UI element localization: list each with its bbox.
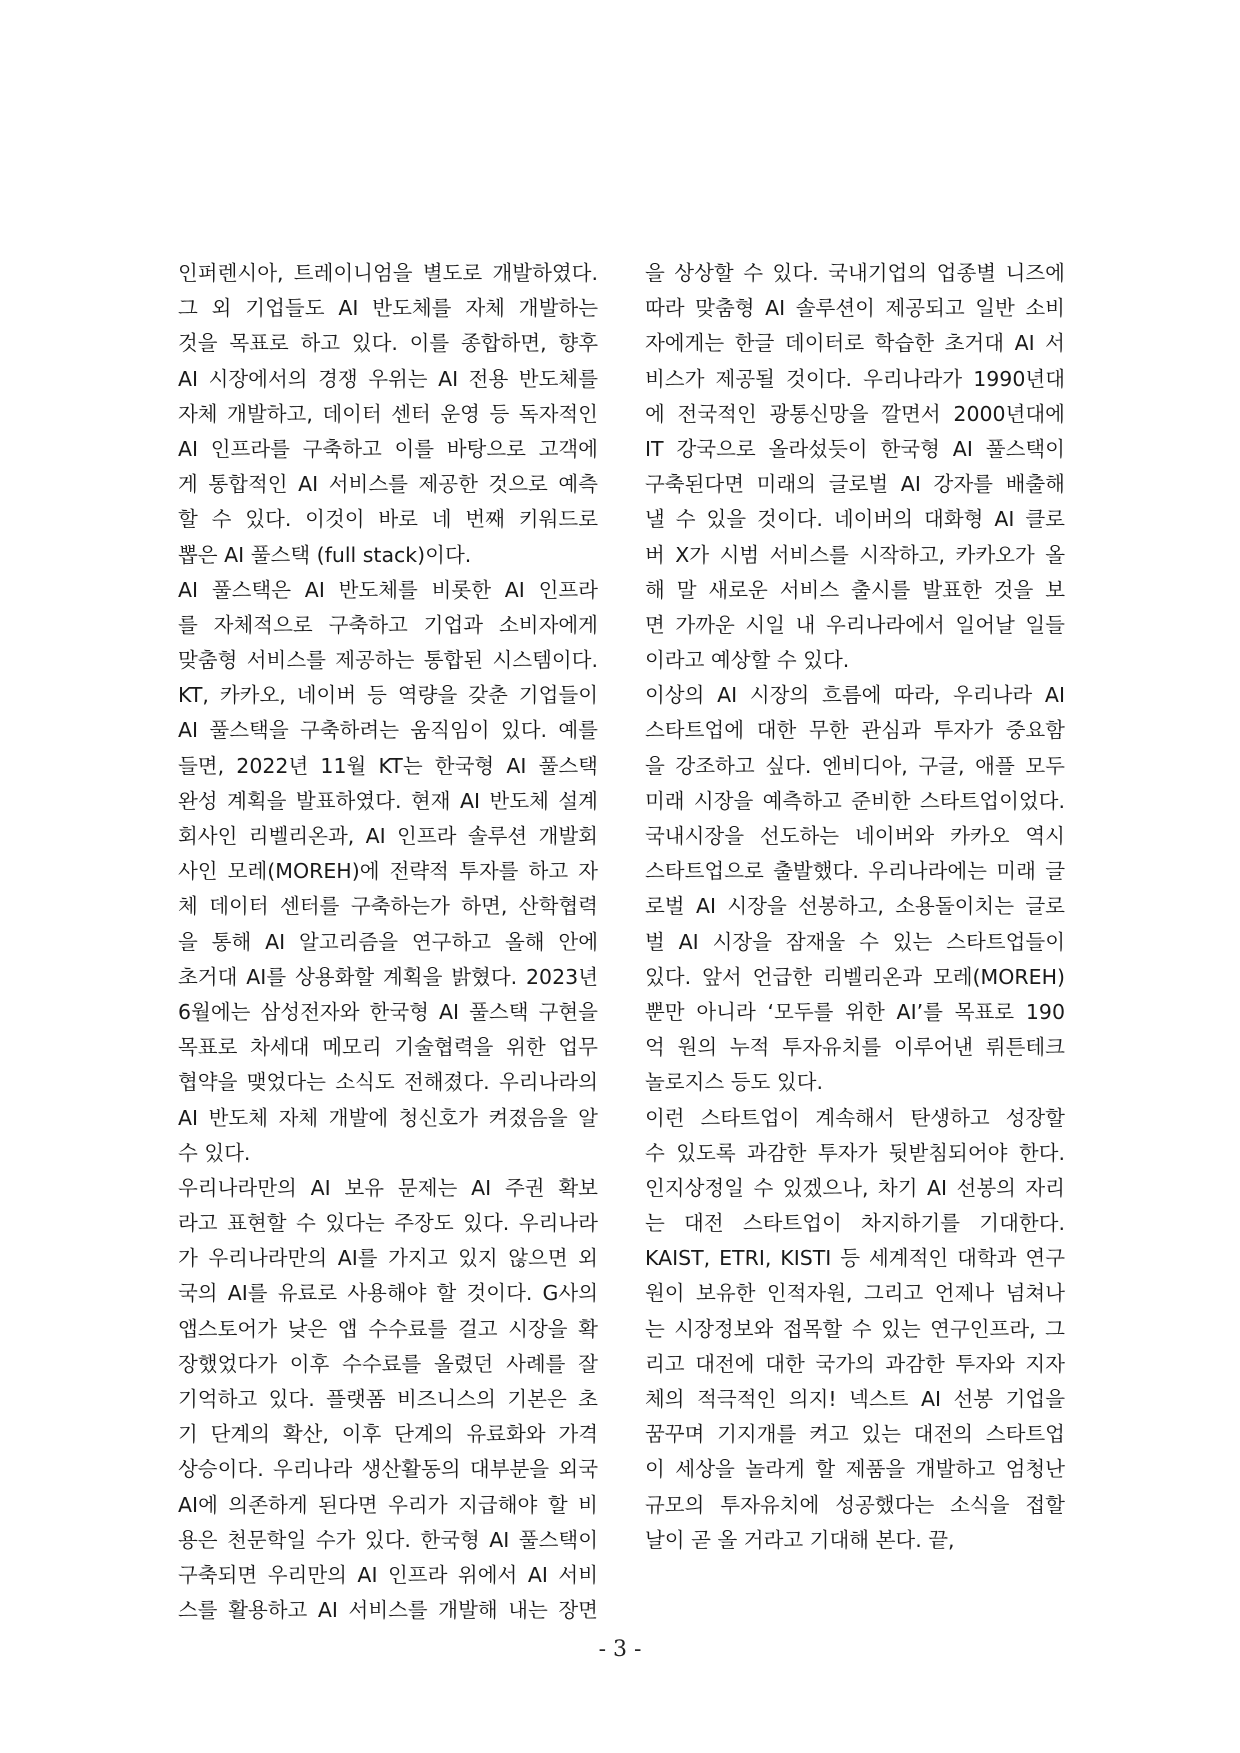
text-line: 회사인 리벨리온과, AI 인프라 솔루션 개발회 [178, 824, 598, 848]
text-line: 장했었다가 이후 수수료를 올렸던 사례를 잘 [178, 1351, 598, 1376]
text-line: 스타트업으로 출발했다. 우리나라에는 미래 글 [645, 859, 1065, 884]
text-line: 수 있다. [178, 1140, 251, 1165]
left-text-column [178, 256, 598, 1628]
text-line: 뿐만 아니라 ‘모두를 위한 AI’를 목표로 190 [645, 999, 1065, 1024]
text-line: 리고 대전에 대한 국가의 과감한 투자와 지자 [645, 1351, 1065, 1376]
text-line: 할 수 있다. 이것이 바로 네 번째 키워드로 [178, 507, 598, 532]
text-line: 자에게는 한글 데이터로 학습한 초거대 AI 서 [645, 331, 1065, 356]
text-line: 스를 활용하고 AI 서비스를 개발해 내는 장면 [178, 1598, 598, 1623]
text-line: 뽑은 AI 풀스택 (full stack)이다. [178, 542, 472, 567]
text-line: 날이 곧 올 거라고 기대해 본다. 끝, [645, 1527, 955, 1552]
text-line: 국의 AI를 유료로 사용해야 할 것이다. G사의 [178, 1281, 598, 1306]
text-line: 스타트업에 대한 무한 관심과 투자가 중요함 [645, 718, 1065, 743]
text-line: 체 데이터 센터를 구축하는가 하면, 산학협력 [178, 894, 598, 919]
text-line: 이런 스타트업이 계속해서 탄생하고 성장할 [645, 1105, 1065, 1130]
text-line: KT, 카카오, 네이버 등 역량을 갖춘 기업들이 [178, 683, 598, 708]
text-line: 버 X가 시범 서비스를 시작하고, 카카오가 올 [645, 542, 1065, 567]
text-line: AI 시장에서의 경쟁 우위는 AI 전용 반도체를 [178, 366, 598, 391]
text-line: 을 강조하고 싶다. 엔비디아, 구글, 애플 모두 [645, 753, 1065, 778]
text-line: KAIST, ETRI, KISTI 등 세계적인 대학과 연구 [645, 1246, 1065, 1271]
text-line: 해 말 새로운 서비스 출시를 발표한 것을 보 [645, 577, 1065, 602]
right-text-column [645, 256, 1065, 1558]
text-line: 완성 계획을 발표하였다. 현재 AI 반도체 설계 [178, 788, 598, 813]
text-line: 비스가 제공될 것이다. 우리나라가 1990년대 [645, 366, 1065, 391]
text-line: 우리나라만의 AI 보유 문제는 AI 주권 확보 [178, 1175, 598, 1200]
text-line: 초거대 AI를 상용화할 계획을 밝혔다. 2023년 [178, 964, 598, 989]
text-line: AI 반도체 자체 개발에 청신호가 켜졌음을 알 [178, 1105, 598, 1130]
text-line: 있다. 앞서 언급한 리벨리온과 모레(MOREH) [645, 964, 1065, 989]
text-line: 놀로지스 등도 있다. [645, 1070, 823, 1095]
text-line: 기 단계의 확산, 이후 단계의 유료화와 가격 [178, 1422, 598, 1447]
text-line: 목표로 차세대 메모리 기술협력을 위한 업무 [178, 1035, 598, 1060]
text-line: 규모의 투자유치에 성공했다는 소식을 접할 [645, 1492, 1065, 1517]
text-line: 따라 맞춤형 AI 솔루션이 제공되고 일반 소비 [645, 296, 1065, 321]
text-line: 라고 표현할 수 있다는 주장도 있다. 우리나라 [178, 1211, 598, 1236]
text-line: 상승이다. 우리나라 생산활동의 대부분을 외국 [178, 1457, 598, 1482]
text-line: 게 통합적인 AI 서비스를 제공한 것으로 예측 [178, 472, 598, 497]
text-line: 자체 개발하고, 데이터 센터 운영 등 독자적인 [178, 401, 598, 426]
text-line: 는 대전 스타트업이 차지하기를 기대한다. [645, 1211, 1065, 1236]
text-line: 사인 모레(MOREH)에 전략적 투자를 하고 자 [178, 859, 598, 884]
text-line: 을 상상할 수 있다. 국내기업의 업종별 니즈에 [645, 261, 1065, 285]
text-line: 원이 보유한 인적자원, 그리고 언제나 넘쳐나 [645, 1281, 1065, 1306]
text-line: 이상의 AI 시장의 흐름에 따라, 우리나라 AI [645, 683, 1065, 708]
text-line: 는 시장정보와 접목할 수 있는 연구인프라, 그 [645, 1316, 1065, 1341]
text-line: 구축되면 우리만의 AI 인프라 위에서 AI 서비 [178, 1562, 598, 1587]
text-line: IT 강국으로 올라섰듯이 한국형 AI 풀스택이 [645, 436, 1065, 461]
text-line: 낼 수 있을 것이다. 네이버의 대화형 AI 클로 [645, 507, 1065, 532]
text-line: 벌 AI 시장을 잠재울 수 있는 스타트업들이 [645, 929, 1065, 954]
text-line: 미래 시장을 예측하고 준비한 스타트업이었다. [645, 788, 1065, 813]
text-line: 것을 목표로 하고 있다. 이를 종합하면, 향후 [178, 331, 598, 356]
text-line: 이라고 예상할 수 있다. [645, 648, 850, 673]
text-line: AI 풀스택을 구축하려는 움직임이 있다. 예를 [178, 718, 598, 743]
text-line: 면 가까운 시일 내 우리나라에서 일어날 일들 [645, 612, 1065, 637]
text-line: 6월에는 삼성전자와 한국형 AI 풀스택 구현을 [178, 999, 598, 1024]
text-line: 수 있도록 과감한 투자가 뒷받침되어야 한다. [645, 1140, 1065, 1165]
page-number: - 3 - [598, 1637, 642, 1662]
text-line: AI 인프라를 구축하고 이를 바탕으로 고객에 [178, 436, 598, 461]
text-line: 억 원의 누적 투자유치를 이루어낸 뤼튼테크 [645, 1035, 1065, 1060]
text-line: 가 우리나라만의 AI를 가지고 있지 않으면 외 [178, 1246, 598, 1271]
text-line: 로벌 AI 시장을 선봉하고, 소용돌이치는 글로 [645, 894, 1065, 919]
text-line: AI에 의존하게 된다면 우리가 지급해야 할 비 [178, 1492, 598, 1517]
text-line: 맞춤형 서비스를 제공하는 통합된 시스템이다. [178, 648, 598, 673]
text-line: 를 자체적으로 구축하고 기업과 소비자에게 [178, 612, 598, 637]
text-line: 국내시장을 선도하는 네이버와 카카오 역시 [645, 824, 1065, 848]
text-line: 이 세상을 놀라게 할 제품을 개발하고 엄청난 [645, 1457, 1065, 1482]
text-line: 앱스토어가 낮은 앱 수수료를 걸고 시장을 확 [178, 1316, 598, 1341]
text-line: 에 전국적인 광통신망을 깔면서 2000년대에 [645, 401, 1065, 426]
text-line: 을 통해 AI 알고리즘을 연구하고 올해 안에 [178, 929, 598, 954]
text-line: 체의 적극적인 의지! 넥스트 AI 선봉 기업을 [645, 1387, 1065, 1411]
text-line: 용은 천문학일 수가 있다. 한국형 AI 풀스택이 [178, 1527, 598, 1552]
text-line: 기억하고 있다. 플랫폼 비즈니스의 기본은 초 [178, 1387, 598, 1411]
text-line: 구축된다면 미래의 글로벌 AI 강자를 배출해 [645, 472, 1065, 497]
text-line: 인지상정일 수 있겠으나, 차기 AI 선봉의 자리 [645, 1175, 1065, 1200]
text-line: 그 외 기업들도 AI 반도체를 자체 개발하는 [178, 296, 598, 321]
text-line: AI 풀스택은 AI 반도체를 비롯한 AI 인프라 [178, 577, 598, 602]
text-line: 들면, 2022년 11월 KT는 한국형 AI 풀스택 [178, 753, 598, 778]
text-line: 꿈꾸며 기지개를 켜고 있는 대전의 스타트업 [645, 1422, 1065, 1447]
text-line: 인퍼렌시아, 트레이니엄을 별도로 개발하였다. [178, 261, 598, 285]
text-line: 협약을 맺었다는 소식도 전해졌다. 우리나라의 [178, 1070, 598, 1095]
